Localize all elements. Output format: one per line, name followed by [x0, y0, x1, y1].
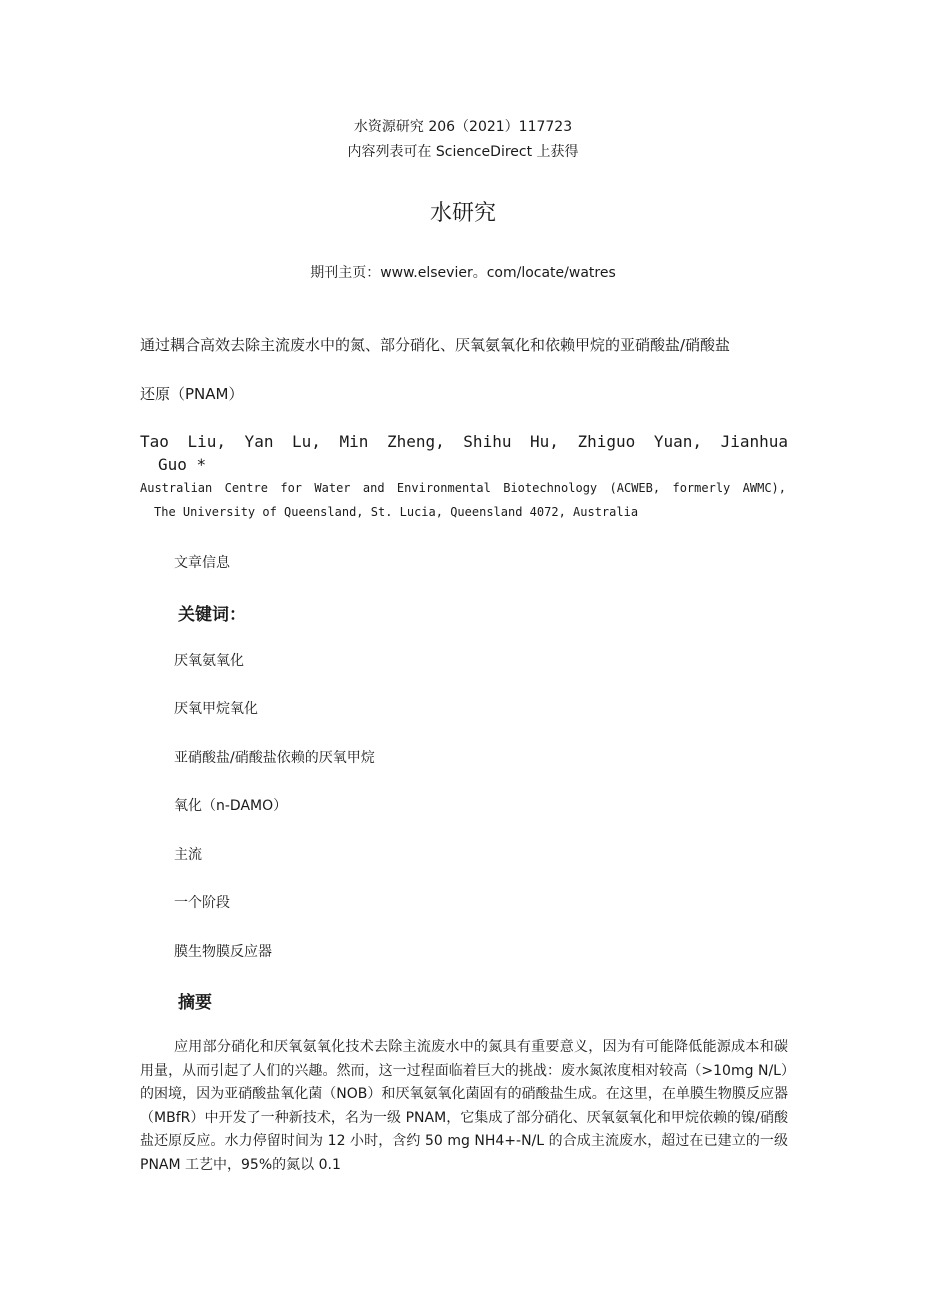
journal-citation: 水资源研究 206（2021）117723	[353, 119, 573, 135]
keyword-item: 厌氧氨氧化	[174, 653, 244, 669]
affiliation-line1: Australian Centre for Water and Environmental Biotechnology (ACWEB, formerly AWMC),	[140, 481, 786, 495]
journal-homepage: 期刊主页：www.elsevier。com/locate/watres	[310, 265, 616, 281]
keywords-heading: 关键词：	[178, 605, 246, 625]
keyword-item: 膜生物膜反应器	[174, 944, 272, 960]
article-title-line1: 通过耦合高效去除主流废水中的氮、部分硝化、厌氧氨氧化和依赖甲烷的亚硝酸盐/硝酸盐	[140, 336, 731, 354]
keyword-item: 厌氧甲烷氧化	[174, 701, 258, 717]
abstract-body: 应用部分硝化和厌氧氨氧化技术去除主流废水中的氮具有重要意义，因为有可能降低能源成本和碳用量，从而引起了人们的兴趣。然而，这一过程面临着巨大的挑战：废水氮浓度相对较高（>10mg N/L）的困境，因为亚硝酸盐氧化菌（NOB）和厌氧氨氧化菌固有的硝酸盐生成。在这里，在单膜生物膜反应器（MBfR）中开发了一种新技术，名为一级 PNAM，它集成了部分硝化、厌氧氨氧化和甲烷依赖的镍/硝酸盐还原反应。水力停留时间为 12 小时，含约 50 mg NH4+-N/L 的合成主流废水，超过在已建立的一级 PNAM 工艺中，95%的氮以 0.1	[140, 1039, 788, 1173]
authors-line1: Tao Liu, Yan Lu, Min Zheng, Shihu Hu, Zhiguo Yuan, Jianhua	[140, 432, 788, 451]
journal-title: 水研究	[429, 201, 496, 226]
keyword-item: 亚硝酸盐/硝酸盐依赖的厌氧甲烷	[174, 750, 375, 766]
keyword-item: 一个阶段	[174, 895, 230, 911]
affiliation-line2: The University of Queensland, St. Lucia, Queensland 4072, Australia	[154, 505, 639, 519]
keyword-item: 主流	[174, 847, 202, 863]
article-title-line2: 还原（PNAM）	[140, 385, 244, 403]
keyword-item: 氧化（n-DAMO）	[174, 798, 288, 814]
abstract-heading: 摘要	[178, 993, 212, 1013]
article-info-label: 文章信息	[174, 555, 230, 571]
authors-line2: Guo *	[158, 455, 207, 474]
contents-availability: 内容列表可在 ScienceDirect 上获得	[347, 144, 579, 160]
